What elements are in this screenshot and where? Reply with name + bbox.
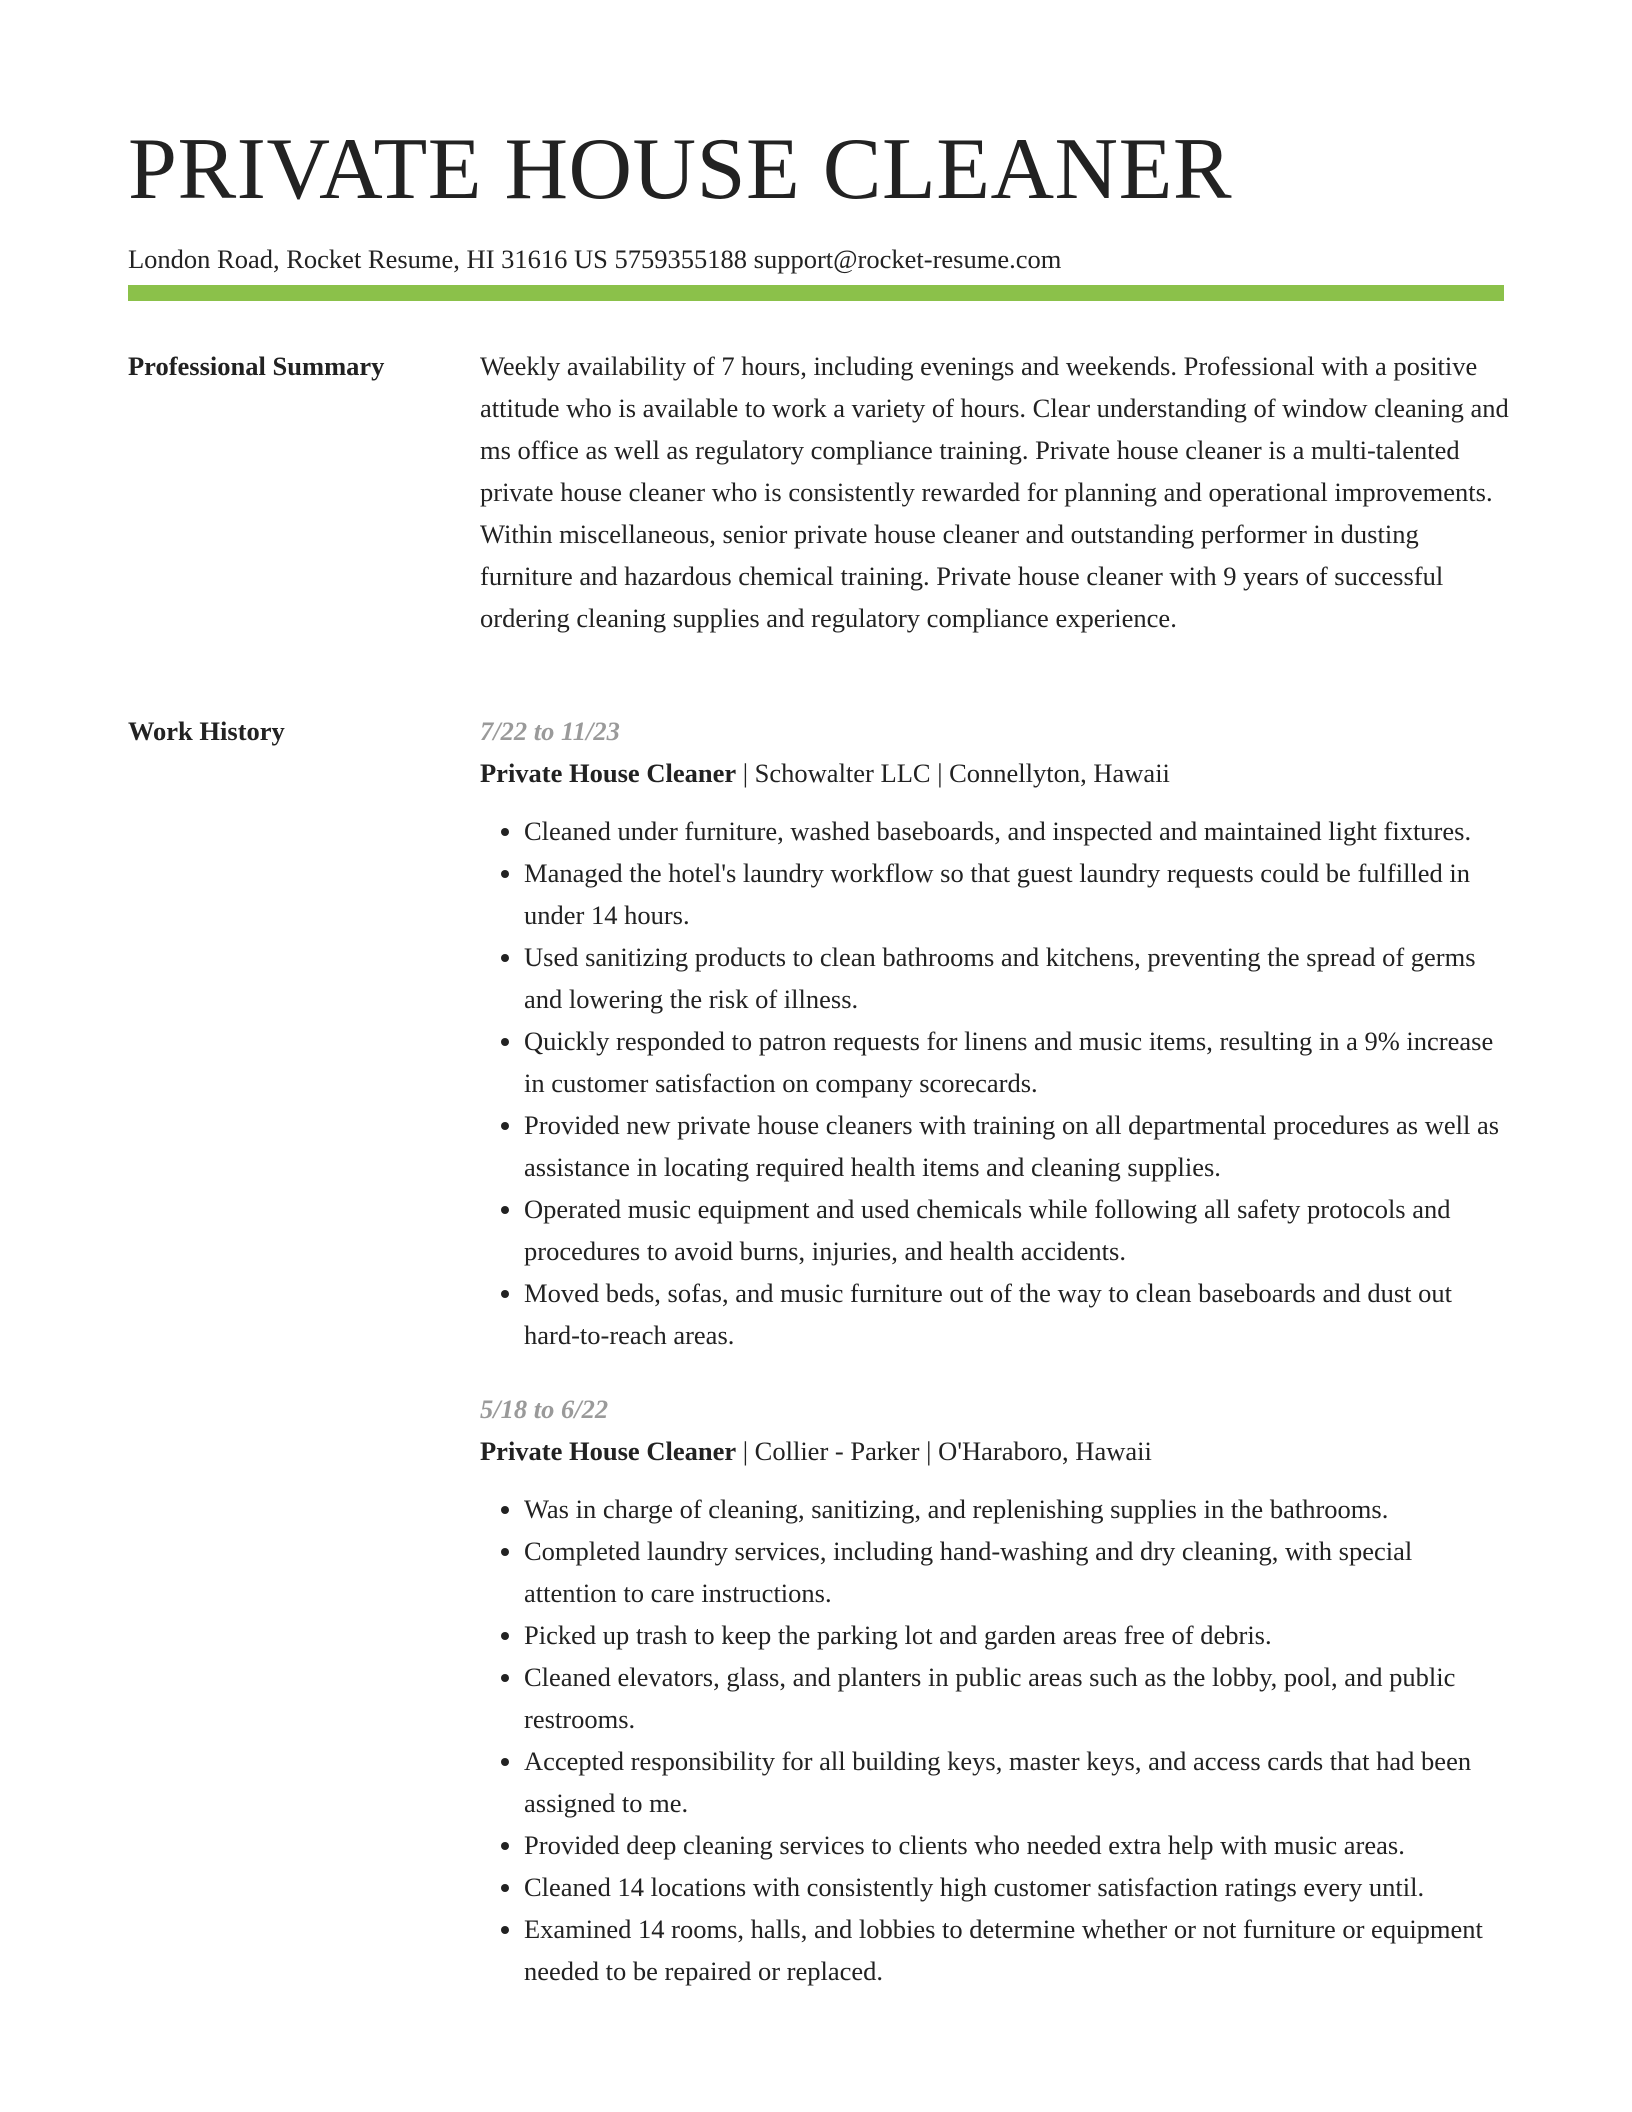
job-bullet: • Operated music equipment and used chemicals while following all safety protocols and procedures to avoid burns, injuries, and health accidents.: [524, 1188, 1510, 1272]
work-history-label: Work History: [128, 716, 285, 746]
job-bullet-list: [480, 810, 1510, 1356]
job-bullet: • Used sanitizing products to clean bathrooms and kitchens, preventing the spread of germs and lowering the risk of illness.: [524, 936, 1510, 1020]
job-bullet: • Accepted responsibility for all building keys, master keys, and access cards that had been assigned to me.: [524, 1740, 1510, 1824]
job-heading: [480, 752, 1510, 794]
separator: |: [919, 1436, 939, 1466]
job-bullet: • Examined 14 rooms, halls, and lobbies to determine whether or not furniture or equipment needed to be repaired or replaced.: [524, 1908, 1510, 1992]
separator: |: [736, 1436, 755, 1466]
job-location: O'Haraboro, Hawaii: [938, 1436, 1152, 1466]
work-history-body: [480, 710, 1510, 2024]
job-bullet: • Provided new private house cleaners with training on all departmental procedures as well as assistance in locating required health items and cleaning supplies.: [524, 1104, 1510, 1188]
summary-label: Professional Summary: [128, 351, 385, 381]
job-bullet: • Was in charge of cleaning, sanitizing, and replenishing supplies in the bathrooms.: [524, 1488, 1510, 1530]
job-company: Schowalter LLC: [754, 758, 931, 788]
separator: |: [930, 758, 950, 788]
job-bullet: • Cleaned under furniture, washed baseboards, and inspected and maintained light fixtures.: [524, 810, 1510, 852]
job-title: Private House Cleaner: [480, 758, 737, 788]
job-location: Connellyton, Hawaii: [949, 758, 1170, 788]
job-title: Private House Cleaner: [480, 1436, 737, 1466]
summary-body: [480, 345, 1510, 639]
contact-line: London Road, Rocket Resume, HI 31616 US 5759355188 support@rocket-resume.com: [128, 244, 1062, 274]
job-bullet: • Completed laundry services, including hand-washing and dry cleaning, with special attention to care instructions.: [524, 1530, 1510, 1614]
resume-header: [128, 118, 1504, 276]
job-bullet: • Quickly responded to patron requests for linens and music items, resulting in a 9% increase in customer satisfaction on company scorecards.: [524, 1020, 1510, 1104]
job-bullet: • Managed the hotel's laundry workflow so that guest laundry requests could be fulfilled in under 14 hours.: [524, 852, 1510, 936]
job-bullet-list: [480, 1488, 1510, 1992]
job-bullet: • Cleaned elevators, glass, and planters in public areas such as the lobby, pool, and public restrooms.: [524, 1656, 1510, 1740]
job-bullet: • Moved beds, sofas, and music furniture out of the way to clean baseboards and dust out hard-to-reach areas.: [524, 1272, 1510, 1356]
job-bullet: • Picked up trash to keep the parking lot and garden areas free of debris.: [524, 1614, 1510, 1656]
summary-text: Weekly availability of 7 hours, including evenings and weekends. Professional with a positive attitude who is available to work a variety of hours. Clear understanding of window cleaning and ms office as well as regulatory compliance training. Private house cleaner is a multi-talented private house cleaner who is consistently rewarded for planning and operational improvements. Within miscellaneous, senior private house cleaner and outstanding performer in dusting furniture and hazardous chemical training. Private house cleaner with 9 years of successful ordering cleaning supplies and regulatory compliance experience.: [480, 351, 1509, 633]
job-bullet: • Cleaned 14 locations with consistently high customer satisfaction ratings every until.: [524, 1866, 1510, 1908]
job-dates: 7/22 to 11/23: [480, 716, 620, 746]
job-bullet: • Provided deep cleaning services to clients who needed extra help with music areas.: [524, 1824, 1510, 1866]
accent-divider: [128, 285, 1504, 301]
job-dates: 5/18 to 6/22: [480, 1394, 609, 1424]
job-company: Collier - Parker: [754, 1436, 920, 1466]
separator: |: [736, 758, 755, 788]
job-entry: [480, 710, 1510, 1356]
job-heading: [480, 1430, 1510, 1472]
job-entry: [480, 1388, 1510, 1992]
resume-name: PRIVATE HOUSE CLEANER: [128, 121, 1233, 218]
